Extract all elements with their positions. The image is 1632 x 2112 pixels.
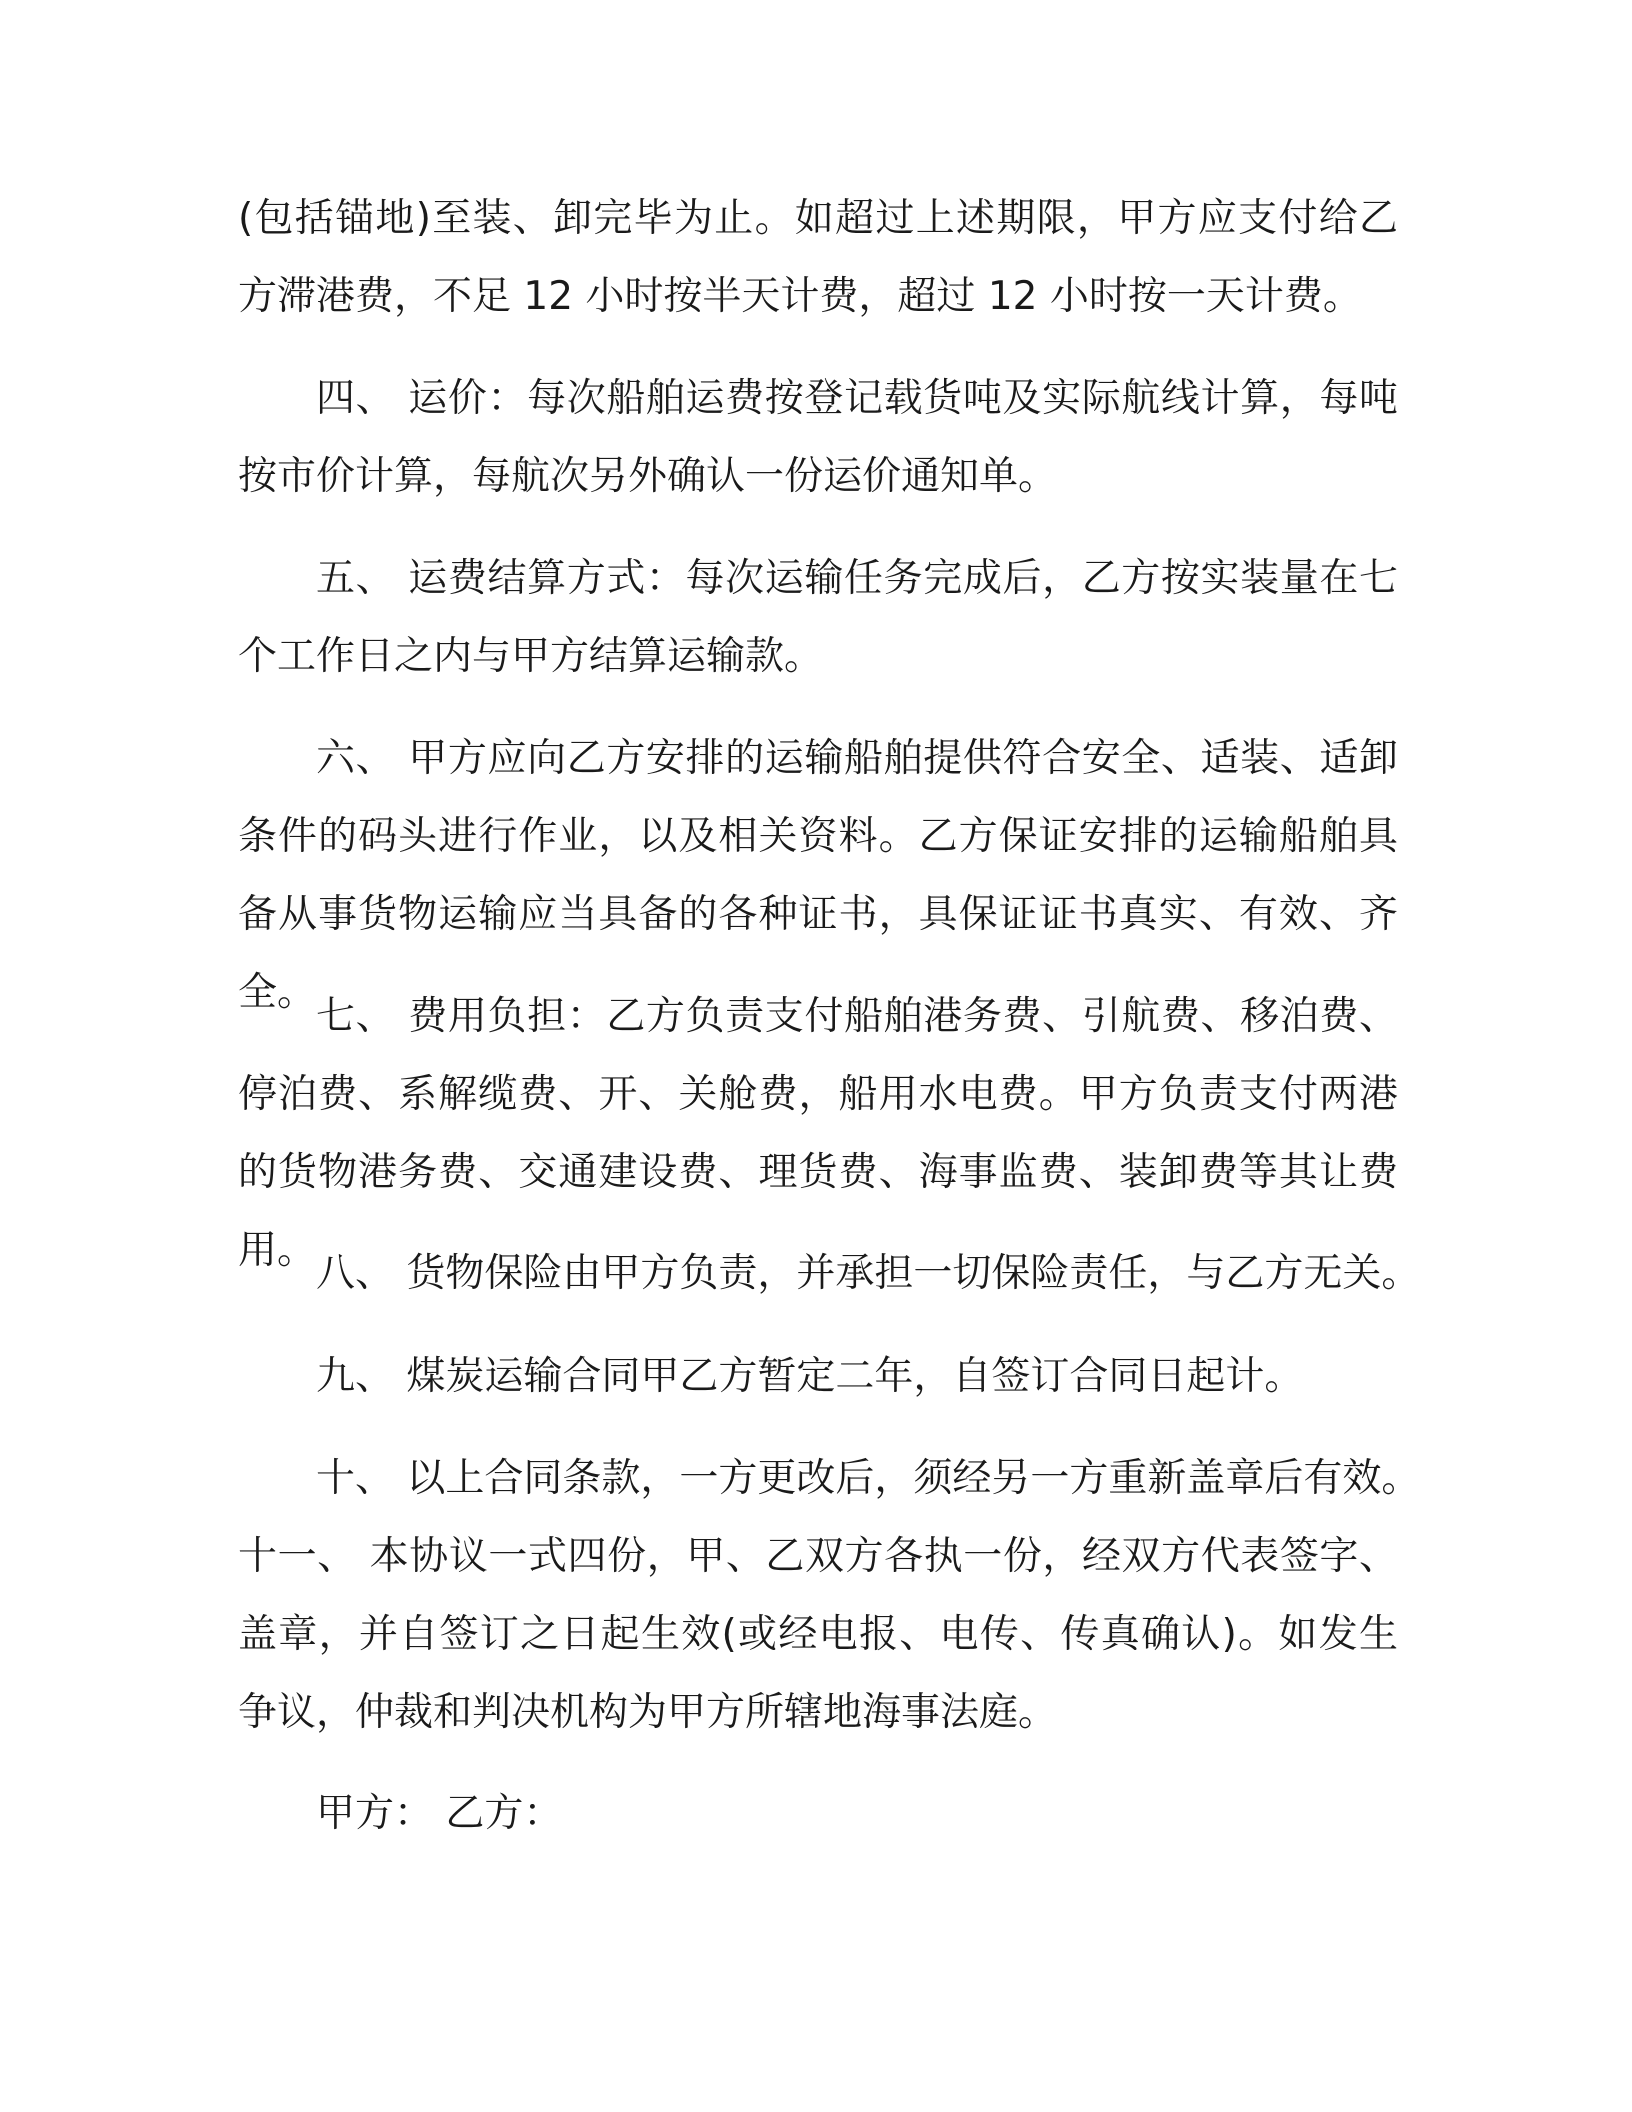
- paragraph-clause-8-insurance: 八、 货物保险由甲方负责，并承担一切保险责任，与乙方无关。: [316, 1251, 1421, 1296]
- paragraph-demurrage: (包括锚地)至装、卸完毕为止。如超过上述期限，甲方应支付给乙方滞港费，不足 12 小时按半天计费，超过 12 小时按一天计费。: [238, 196, 1398, 319]
- paragraph-clause-10-amendment: 十、 以上合同条款，一方更改后，须经另一方重新盖章后有效。: [316, 1456, 1421, 1501]
- paragraph-clause-11-copies-disputes: 十一、 本协议一式四份，甲、乙双方各执一份，经双方代表签字、盖章，并自签订之日起生效(或经电报、电传、传真确认)。如发生争议，仲裁和判决机构为甲方所辖地海事法庭。: [238, 1534, 1398, 1735]
- paragraph-clause-7-cost-burden: 七、 费用负担：乙方负责支付船舶港务费、引航费、移泊费、停泊费、系解缆费、开、关舱费，船用水电费。甲方负责支付两港的货物港务费、交通建设费、理货费、海事监费、装卸费等其让费用。: [238, 994, 1398, 1273]
- paragraph-clause-6-dock-requirements: 六、 甲方应向乙方安排的运输船舶提供符合安全、适装、适卸条件的码头进行作业，以及相关资料。乙方保证安排的运输船舶具备从事货物运输应当具备的各种证书，具保证证书真实、有效、齐全。: [238, 736, 1398, 1015]
- paragraph-clause-4-freight-rate: 四、 运价：每次船舶运费按登记载货吨及实际航线计算，每吨按市价计算，每航次另外确认一份运价通知单。: [238, 376, 1398, 499]
- signature-line: 甲方： 乙方：: [316, 1791, 563, 1836]
- paragraph-clause-9-term: 九、 煤炭运输合同甲乙方暂定二年，自签订合同日起计。: [316, 1354, 1304, 1399]
- paragraph-clause-5-settlement: 五、 运费结算方式：每次运输任务完成后，乙方按实装量在七个工作日之内与甲方结算运输款。: [238, 556, 1398, 679]
